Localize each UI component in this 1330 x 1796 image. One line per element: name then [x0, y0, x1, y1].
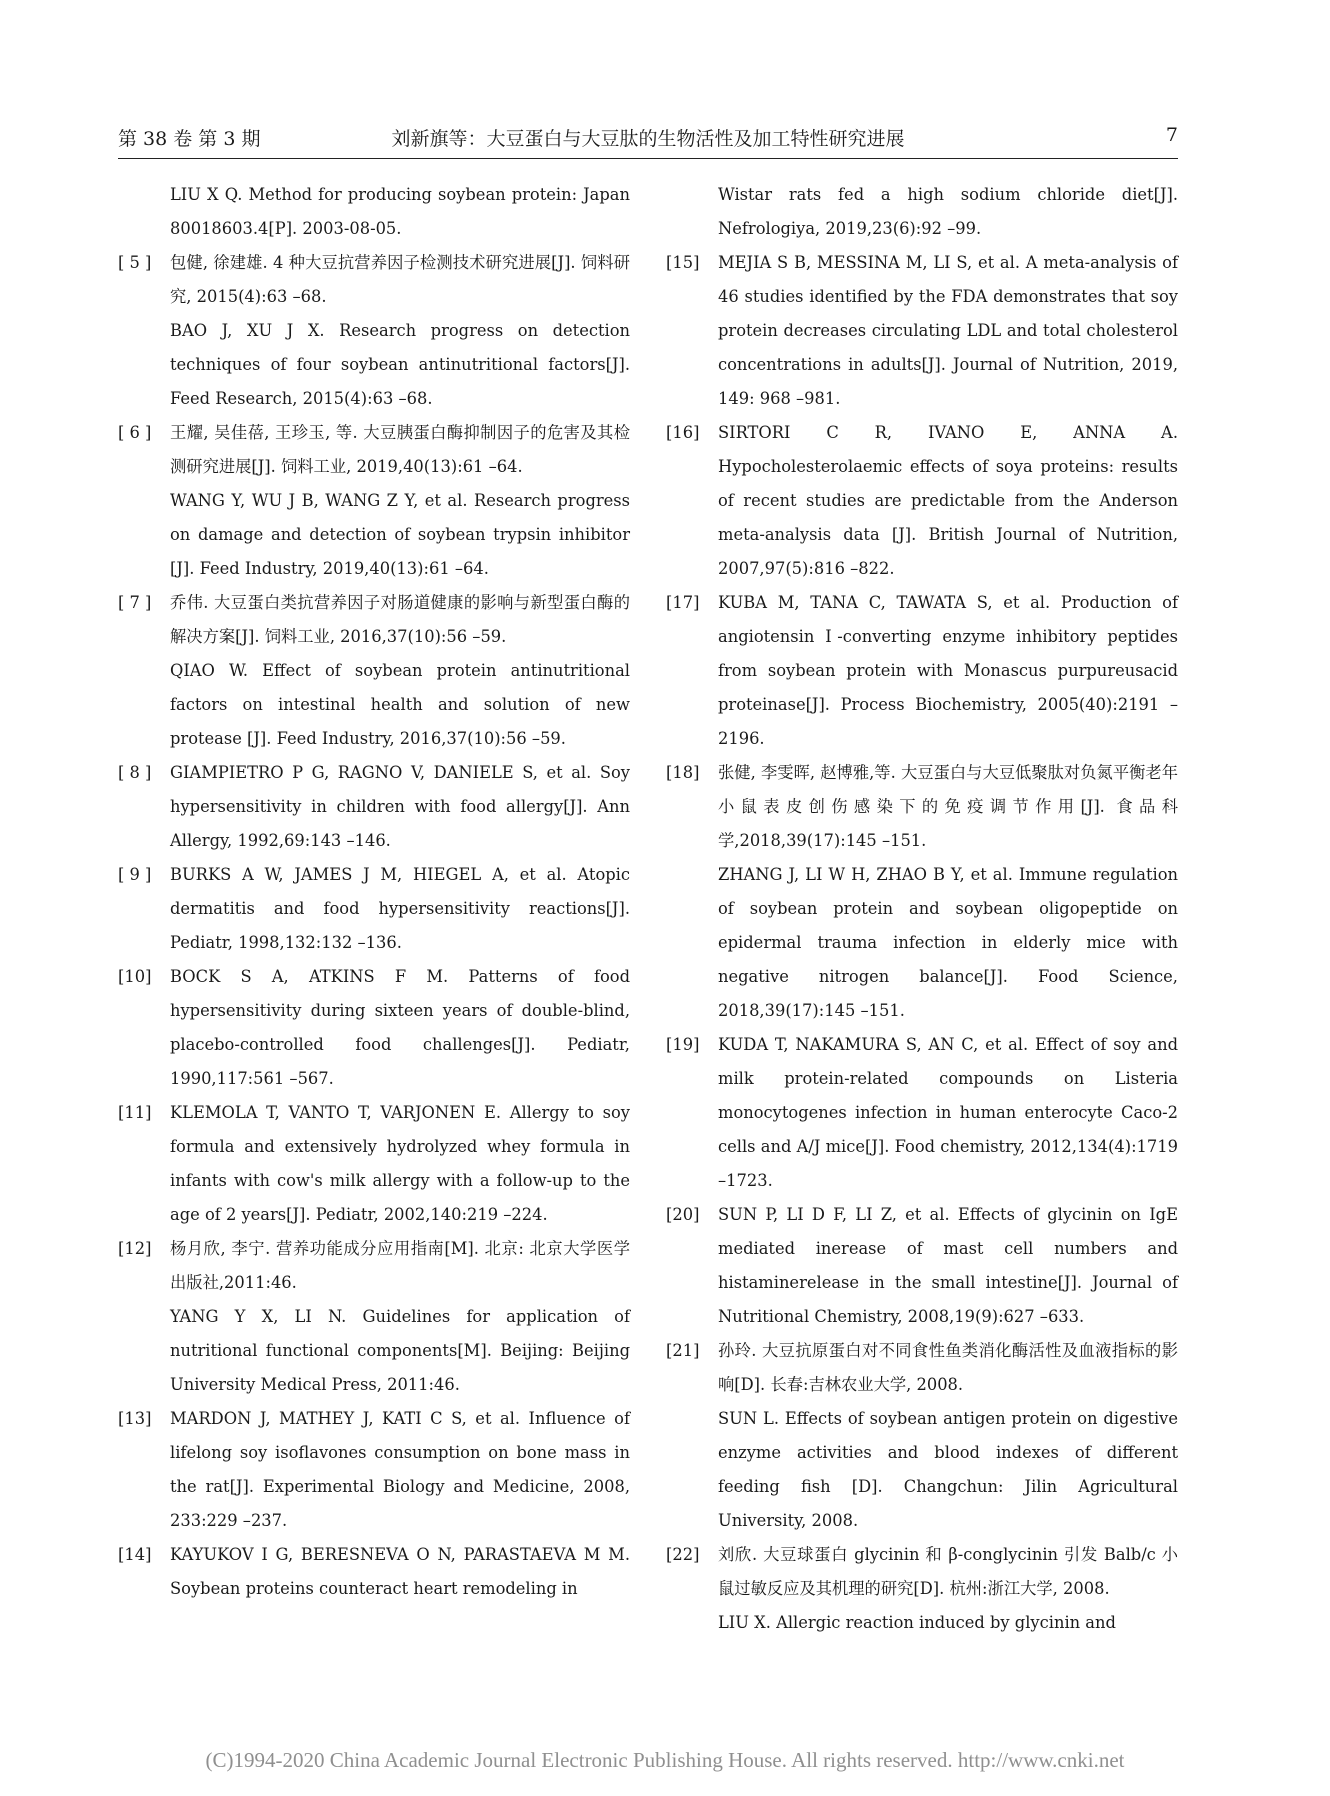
reference-text: MEJIA S B, MESSINA M, LI S, et al. A meta-analysis of 46 studies identified by the FDA demonstrates that soy protein decreases circulating LDL and total cholesterol concentrations in adults[J]. Journal of Nutrition, 2019, 149: 968 –981. — [718, 253, 1178, 408]
reference-number: [11] — [118, 1103, 152, 1122]
reference-number: [ 8 ] — [118, 763, 152, 782]
reference-number: [12] — [118, 1239, 152, 1258]
reference-column-right — [666, 178, 1178, 1640]
reference-text: KUBA M, TANA C, TAWATA S, et al. Production of angiotensin Ⅰ-converting enzyme inhibitory peptides from soybean protein with Monascus purpureusacid proteinase[J]. Process Biochemistry, 2005(40):2191 –2196. — [718, 593, 1178, 748]
reference-text: 包健, 徐建雄. 4 种大豆抗营养因子检测技术研究进展[J]. 饲料研究, 2015(4):63 –68. — [170, 253, 630, 306]
reference-text-translation: WANG Y, WU J B, WANG Z Y, et al. Research progress on damage and detection of soybean trypsin inhibitor [J]. Feed Industry, 2019,40(13):61 –64. — [170, 491, 630, 578]
reference-entry — [666, 178, 1178, 246]
header-rule — [118, 158, 1178, 159]
reference-entry — [118, 1096, 630, 1232]
reference-number: [16] — [666, 423, 700, 442]
reference-text: KAYUKOV I G, BERESNEVA O N, PARASTAEVA M M. Soybean proteins counteract heart remodeling in — [170, 1545, 630, 1598]
reference-number: [13] — [118, 1409, 152, 1428]
reference-number: [ 6 ] — [118, 423, 152, 442]
running-header — [118, 122, 1178, 158]
running-title: 刘新旗等：大豆蛋白与大豆肽的生物活性及加工特性研究进展 — [391, 128, 905, 150]
reference-text: KUDA T, NAKAMURA S, AN C, et al. Effect of soy and milk protein-related compounds on Listeria monocytogenes infection in human enterocyte Caco-2 cells and A/J mice[J]. Food chemistry, 2012,134(4):1719 –1723. — [718, 1035, 1178, 1190]
reference-text-translation: LIU X. Allergic reaction induced by glycinin and — [718, 1613, 1116, 1632]
reference-entry — [666, 586, 1178, 756]
reference-text-translation: BAO J, XU J X. Research progress on detection techniques of four soybean antinutritional factors[J]. Feed Research, 2015(4):63 –68. — [170, 321, 630, 408]
reference-entry — [118, 586, 630, 756]
copyright-footer: (C)1994-2020 China Academic Journal Electronic Publishing House. All rights reserved. http://www.cnki.net — [205, 1748, 1125, 1772]
reference-entry — [666, 416, 1178, 586]
reference-number: [ 5 ] — [118, 253, 152, 272]
reference-text: SIRTORI C R, IVANO E, ANNA A. Hypocholesterolaemic effects of soya proteins: results of recent studies are predictable from the Anderson meta-analysis data [J]. British Journal of Nutrition, 2007,97(5):816 –822. — [718, 423, 1178, 578]
reference-text-translation: QIAO W. Effect of soybean protein antinutritional factors on intestinal health and solution of new protease [J]. Feed Industry, 2016,37(10):56 –59. — [170, 661, 630, 748]
reference-entry — [666, 1334, 1178, 1538]
reference-number: [19] — [666, 1035, 700, 1054]
issue-label: 第 38 卷 第 3 期 — [118, 128, 261, 150]
reference-text: 孙玲. 大豆抗原蛋白对不同食性鱼类消化酶活性及血液指标的影响[D]. 长春:吉林农业大学, 2008. — [718, 1341, 1178, 1394]
reference-text-translation: SUN L. Effects of soybean antigen protein on digestive enzyme activities and blood indexes of different feeding fish [D]. Changchun: Jilin Agricultural University, 2008. — [718, 1409, 1178, 1530]
reference-entry — [666, 1538, 1178, 1640]
reference-number: [10] — [118, 967, 152, 986]
reference-entry — [118, 1402, 630, 1538]
reference-entry — [118, 1232, 630, 1402]
reference-entry — [118, 858, 630, 960]
reference-entry — [666, 1028, 1178, 1198]
reference-text: MARDON J, MATHEY J, KATI C S, et al. Influence of lifelong soy isoflavones consumption on bone mass in the rat[J]. Experimental Biology and Medicine, 2008, 233:229 –237. — [170, 1409, 630, 1530]
reference-entry — [666, 246, 1178, 416]
reference-entry — [118, 1538, 630, 1606]
page-number: 7 — [1165, 124, 1178, 146]
reference-text-translation: YANG Y X, LI N. Guidelines for application of nutritional functional components[M]. Beijing: Beijing University Medical Press, 2011:46. — [170, 1307, 630, 1394]
reference-text-translation: ZHANG J, LI W H, ZHAO B Y, et al. Immune regulation of soybean protein and soybean oligopeptide on epidermal trauma infection in elderly mice with negative nitrogen balance[J]. Food Science, 2018,39(17):145 –151. — [718, 865, 1178, 1020]
reference-column-left — [118, 178, 630, 1606]
reference-text: BURKS A W, JAMES J M, HIEGEL A, et al. Atopic dermatitis and food hypersensitivity reactions[J]. Pediatr, 1998,132:132 –136. — [170, 865, 630, 952]
reference-text: 杨月欣, 李宁. 营养功能成分应用指南[M]. 北京: 北京大学医学出版社,2011:46. — [170, 1239, 630, 1292]
reference-number: [20] — [666, 1205, 700, 1224]
reference-text: 王耀, 吴佳蓓, 王珍玉, 等. 大豆胰蛋白酶抑制因子的危害及其检测研究进展[J]. 饲料工业, 2019,40(13):61 –64. — [170, 423, 630, 476]
reference-number: [21] — [666, 1341, 700, 1360]
reference-number: [14] — [118, 1545, 152, 1564]
reference-entry — [118, 178, 630, 246]
reference-text: BOCK S A, ATKINS F M. Patterns of food hypersensitivity during sixteen years of double-blind, placebo-controlled food challenges[J]. Pediatr, 1990,117:561 –567. — [170, 967, 630, 1088]
reference-entry — [118, 756, 630, 858]
reference-text: Wistar rats fed a high sodium chloride diet[J]. Nefrologiya, 2019,23(6):92 –99. — [718, 185, 1178, 238]
reference-text: 张健, 李雯晖, 赵博雅,等. 大豆蛋白与大豆低聚肽对负氮平衡老年小鼠表皮创伤感染下的免疫调节作用[J]. 食品科学,2018,39(17):145 –151. — [718, 763, 1178, 850]
reference-number: [18] — [666, 763, 700, 782]
reference-number: [17] — [666, 593, 700, 612]
reference-number: [ 7 ] — [118, 593, 152, 612]
reference-text: 乔伟. 大豆蛋白类抗营养因子对肠道健康的影响与新型蛋白酶的解决方案[J]. 饲料工业, 2016,37(10):56 –59. — [170, 593, 630, 646]
reference-number: [15] — [666, 253, 700, 272]
reference-entry — [118, 246, 630, 416]
reference-number: [ 9 ] — [118, 865, 152, 884]
reference-text: LIU X Q. Method for producing soybean protein: Japan 80018603.4[P]. 2003-08-05. — [170, 185, 630, 238]
reference-entry — [118, 960, 630, 1096]
reference-text: 刘欣. 大豆球蛋白 glycinin 和 β-conglycinin 引发 Balb/c 小鼠过敏反应及其机理的研究[D]. 杭州:浙江大学, 2008. — [718, 1545, 1178, 1598]
reference-text: KLEMOLA T, VANTO T, VARJONEN E. Allergy to soy formula and extensively hydrolyzed whey formula in infants with cow's milk allergy with a follow-up to the age of 2 years[J]. Pediatr, 2002,140:219 –224. — [170, 1103, 630, 1224]
reference-number: [22] — [666, 1545, 700, 1564]
reference-entry — [666, 1198, 1178, 1334]
reference-text: GIAMPIETRO P G, RAGNO V, DANIELE S, et al. Soy hypersensitivity in children with food allergy[J]. Ann Allergy, 1992,69:143 –146. — [170, 763, 630, 850]
reference-entry — [118, 416, 630, 586]
reference-text: SUN P, LI D F, LI Z, et al. Effects of glycinin on IgE mediated inerease of mast cell numbers and histaminerelease in the small intestine[J]. Journal of Nutritional Chemistry, 2008,19(9):627 –633. — [718, 1205, 1178, 1326]
reference-entry — [666, 756, 1178, 1028]
